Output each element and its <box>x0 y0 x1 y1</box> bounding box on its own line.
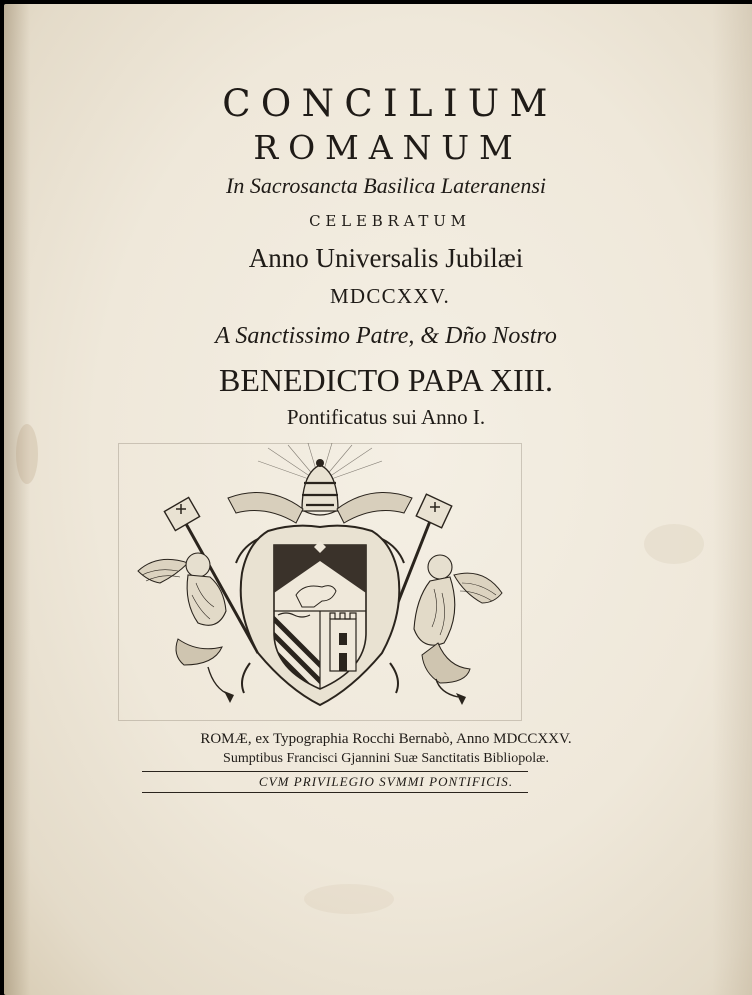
cherub-left <box>138 553 234 703</box>
drapery-left <box>228 493 303 523</box>
foxing-stain <box>644 524 704 564</box>
drapery-right <box>337 493 412 523</box>
foxing-stain <box>304 884 394 914</box>
title-line-romanum: ROMANUM <box>253 128 523 167</box>
imprint-printer-line: ROMÆ, ex Typographia Rocchi Bernabò, Anno MDCCXXV. <box>200 731 572 747</box>
privilege-line: CVM PRIVILEGIO SVMMI PONTIFICIS. <box>258 774 514 789</box>
foxing-stain <box>16 424 38 484</box>
papal-tiara <box>302 459 338 515</box>
dedication-line: A Sanctissimo Patre, & Dño Nostro <box>215 323 557 349</box>
imprint-bookseller-line: Sumptibus Francisci Gjannini Suæ Sanctitatis Bibliopolæ. <box>223 751 549 766</box>
pontificate-year: Pontificatus sui Anno I. <box>286 405 486 429</box>
year-roman-numeral: MDCCXXV. <box>330 284 450 308</box>
pope-name: BENEDICTO PAPA XIII. <box>219 362 553 398</box>
cherub-right <box>414 555 502 705</box>
imprint-rule-bottom <box>142 792 528 793</box>
tower-charge <box>330 613 356 671</box>
subtitle-jubilee: Anno Universalis Jubilæi <box>248 243 524 273</box>
title-line-concilium: CONCILIUM <box>222 82 558 125</box>
subtitle-basilica: In Sacrosancta Basilica Lateranensi <box>226 173 546 198</box>
subtitle-celebratum: CELEBRATUM <box>309 212 471 230</box>
imprint-rule-top <box>142 771 528 772</box>
coat-of-arms-engraving <box>118 443 522 721</box>
